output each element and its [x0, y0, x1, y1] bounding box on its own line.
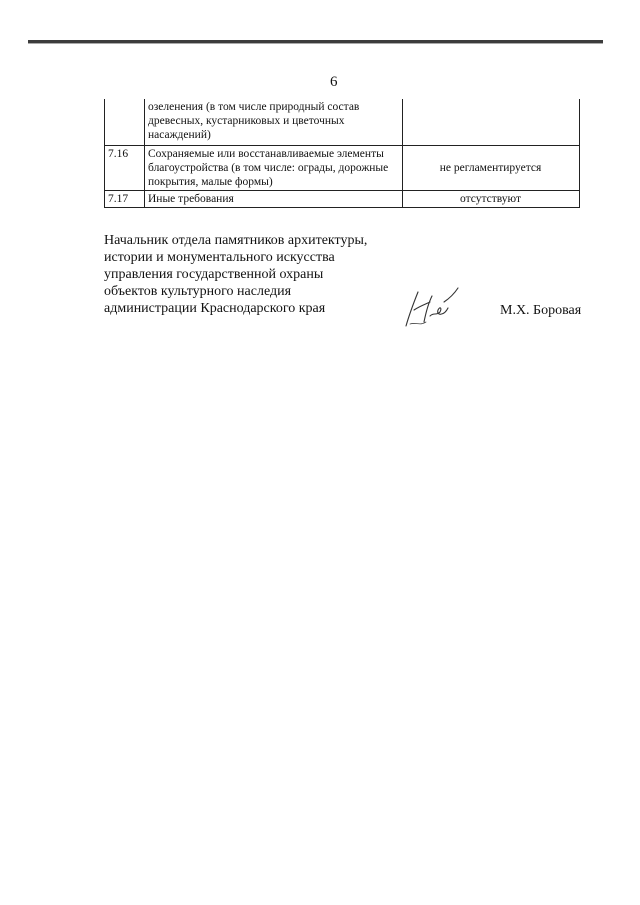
- scan-edge-line-shadow: [28, 43, 603, 44]
- table-row: [105, 99, 580, 146]
- signer-position-line: объектов культурного наследия: [104, 284, 292, 299]
- row-number: 7.17: [105, 191, 145, 208]
- page-number: 6: [330, 74, 338, 90]
- signer-position: [104, 232, 404, 317]
- row-value: [403, 99, 580, 146]
- row-description: озеленения (в том числе природный состав древесных, кустарниковых и цветочных насаждений): [145, 99, 403, 146]
- signer-name: М.Х. Боровая: [500, 303, 582, 318]
- signer-position-line: администрации Краснодарского края: [104, 301, 326, 316]
- signer-position-line: управления государственной охраны: [104, 267, 324, 282]
- row-value: не регламентируется: [403, 146, 580, 191]
- requirements-table: [104, 99, 580, 208]
- row-number: 7.16: [105, 146, 145, 191]
- row-number: [105, 99, 145, 146]
- table-row: [105, 146, 580, 191]
- signer-position-line: истории и монументального искусства: [104, 250, 335, 265]
- row-value: отсутствуют: [403, 191, 580, 208]
- handwritten-signature: [400, 282, 462, 330]
- signer-position-line: Начальник отдела памятников архитектуры,: [104, 233, 368, 248]
- table-row: [105, 191, 580, 208]
- row-description: Иные требования: [145, 191, 403, 208]
- row-description: Сохраняемые или восстанавливаемые элементы благоустройства (в том числе: ограды, дорожные покрытия, малые формы): [145, 146, 403, 191]
